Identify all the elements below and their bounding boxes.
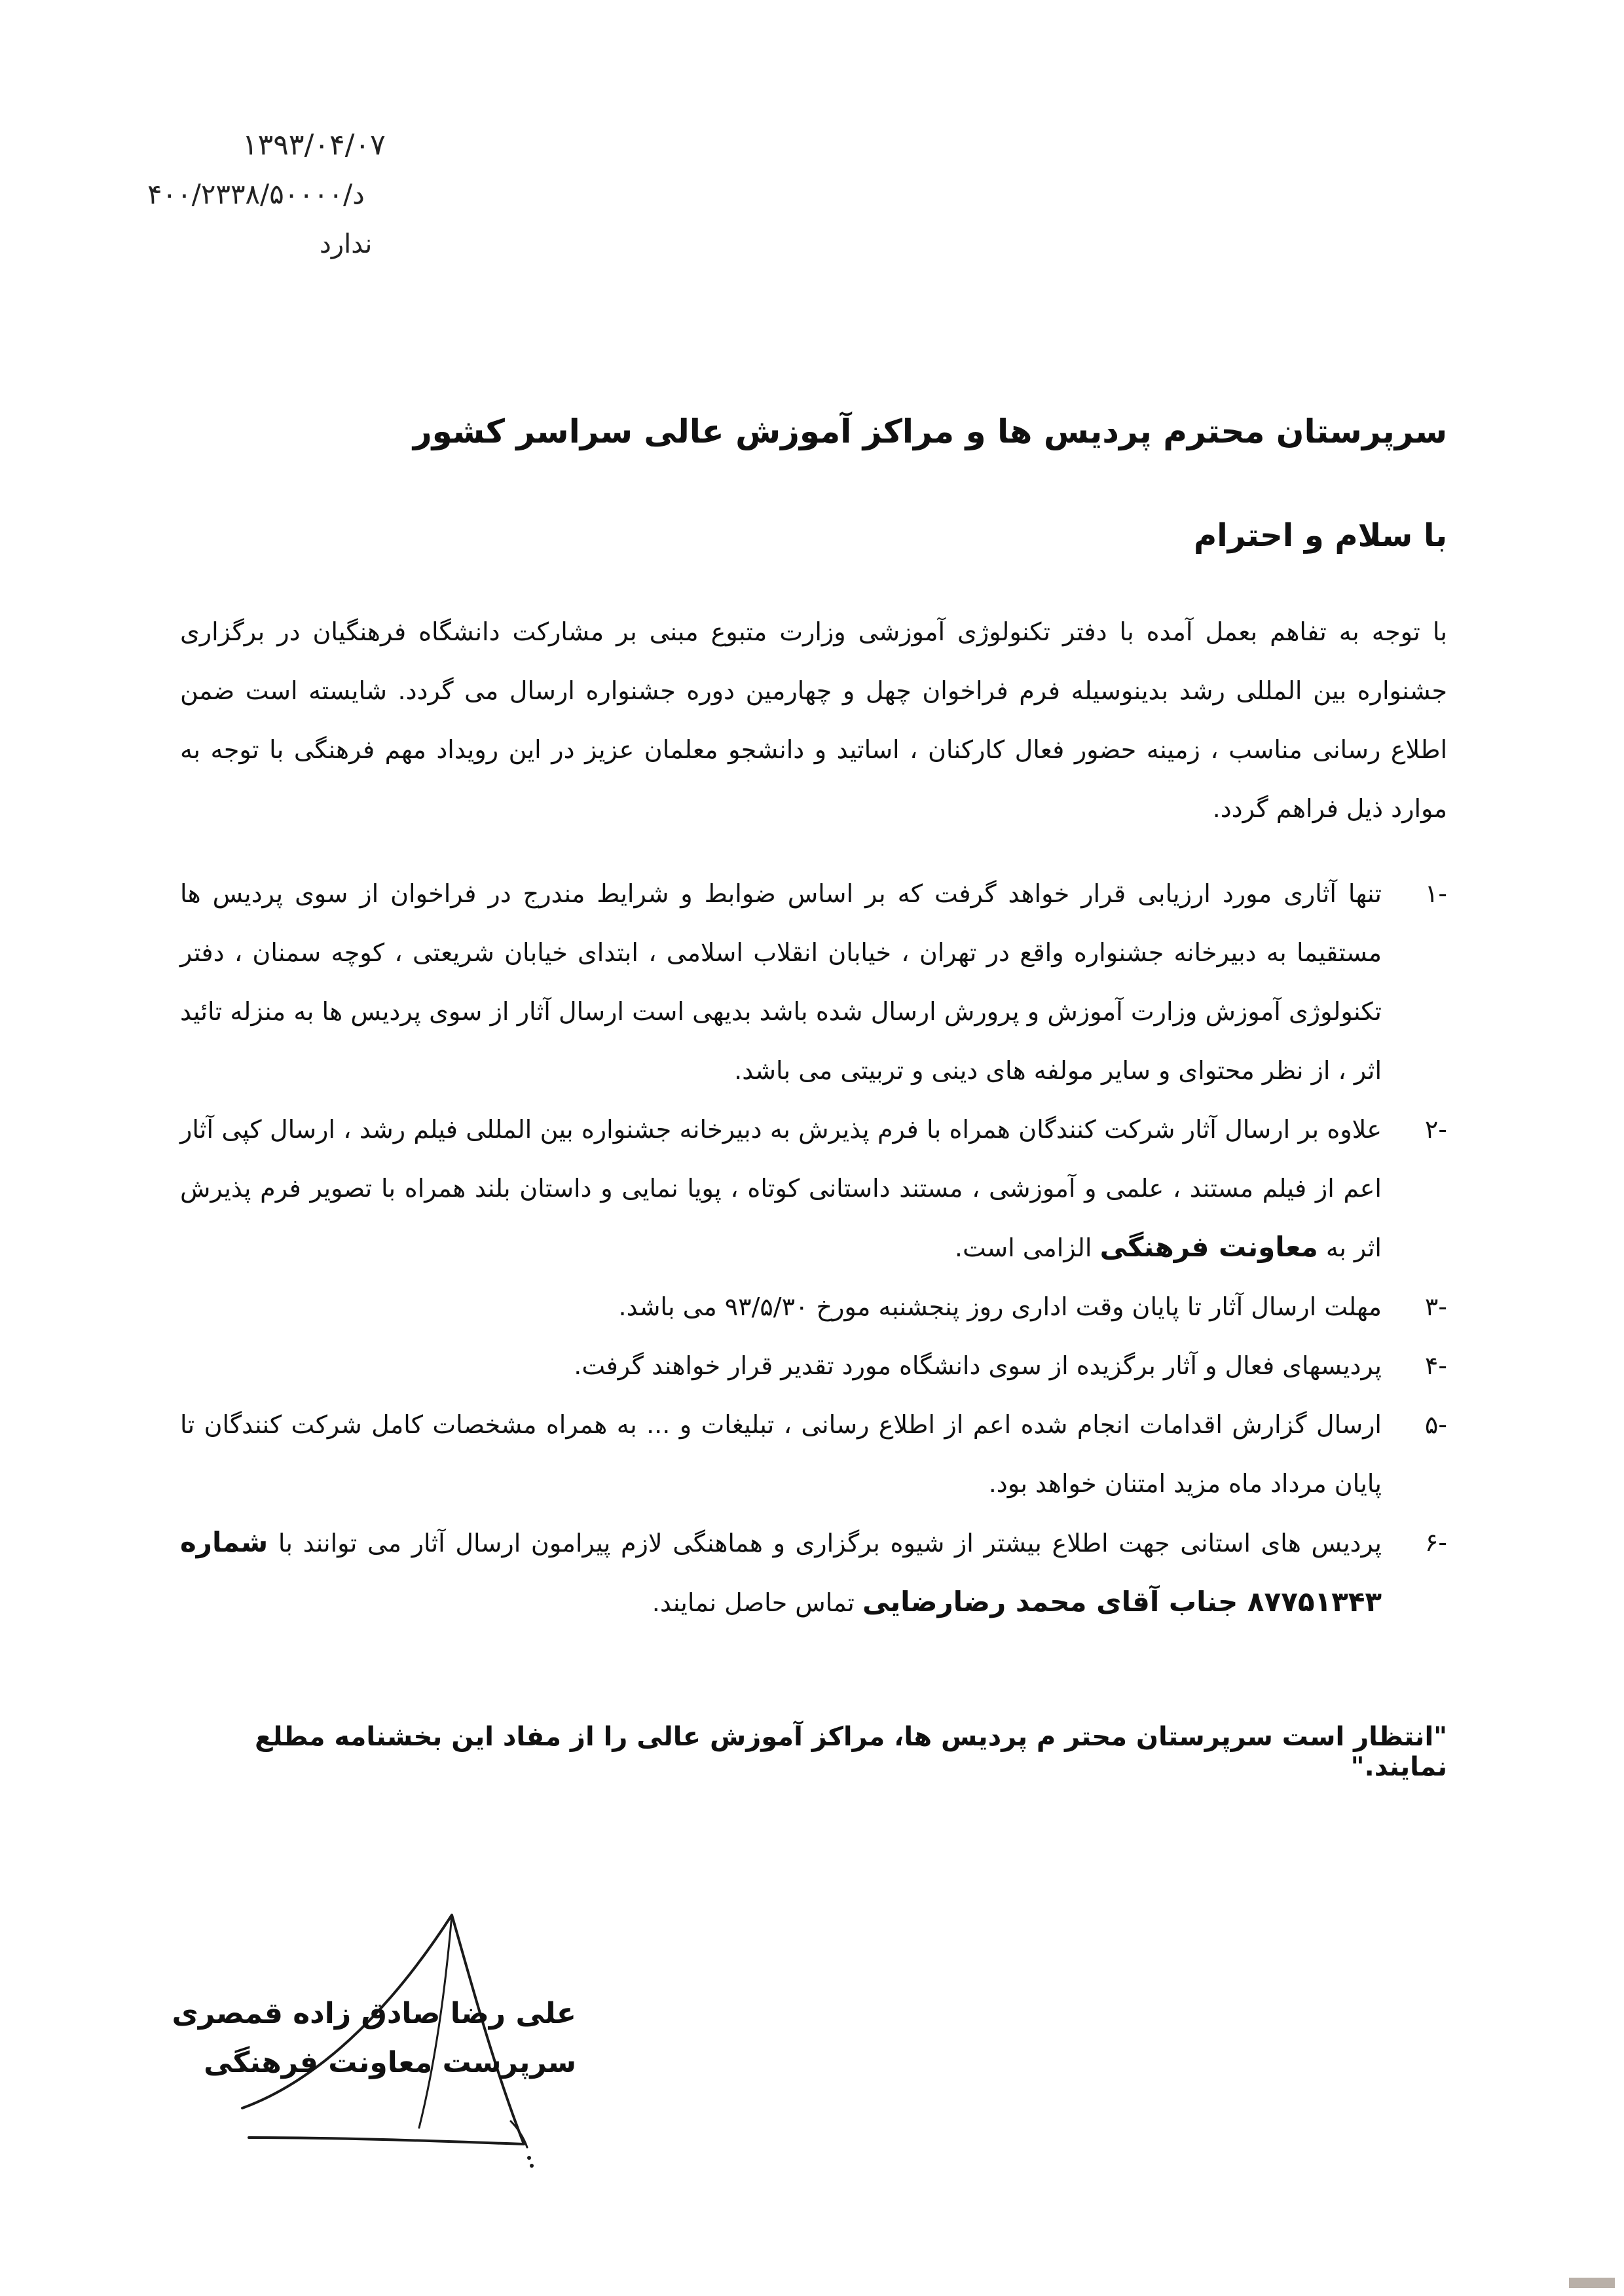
- item-text-end: الزامی است.: [954, 1233, 1100, 1262]
- item-emphasis: معاونت فرهنگی: [1099, 1231, 1318, 1263]
- item-number: -۶: [1424, 1528, 1447, 1557]
- letter-number: ۴۰۰/۲۳۳۸/۵۰۰۰۰/د: [147, 178, 365, 210]
- letter-attachment: ندارد: [320, 229, 373, 259]
- instruction-list: [180, 864, 1447, 1632]
- list-item: [180, 1336, 1447, 1395]
- list-item: [180, 1100, 1447, 1277]
- item-text: پردیس های استانی جهت اطلاع بیشتر از شیوه برگزاری و هماهنگی لازم پیرامون ارسال آثار می توانند با: [268, 1529, 1382, 1558]
- item-emphasis: شماره ۸۷۷۵۱۳۴۳ جناب آقای محمد رضارضایی: [180, 1526, 1382, 1618]
- letter-date: ۱۳۹۳/۰۴/۰۷: [242, 128, 386, 162]
- closing-note: "انتظار است سرپرستان محتر م پردیس ها، مراکز آموزش عالی را از مفاد این بخشنامه مطلع نمایند.": [255, 1722, 1447, 1782]
- recipient-heading: سرپرستان محترم پردیس ها و مراکز آموزش عالی سراسر کشور: [413, 412, 1447, 450]
- signer-title: سرپرست معاونت فرهنگی: [204, 2046, 576, 2079]
- item-number: -۳: [1424, 1292, 1447, 1321]
- item-text-wrap: [180, 1513, 1382, 1632]
- item-text: ارسال گزارش اقدامات انجام شده اعم از اطلاع رسانی ، تبلیغات و ... به همراه مشخصات کامل شرکت کنندگان تا پایان مرداد ماه مزید امتنان خواهد بود.: [180, 1410, 1382, 1498]
- item-text: تنها آثاری مورد ارزیابی قرار خواهد گرفت که بر اساس ضوابط و شرایط مندرج در فراخوان از سوی پردیس ها مستقیما به دبیرخانه جشنواره واقع در تهران ، خیابان انقلاب اسلامی ، ابتدای خیابان شریعتی ، کوچه سمنان ، دفتر تکنولوژی آموزش وزارت آموزش و پرورش ارسال شده باشد بدیهی است ارسال آثار از سوی پردیس ها به منزله تائید اثر ، از نظر محتوای و سایر مولفه های دینی و تربیتی می باشد.: [180, 879, 1382, 1085]
- item-text: مهلت ارسال آثار تا پایان وقت اداری روز پنجشنبه مورخ ۹۳/۵/۳۰ می باشد.: [618, 1292, 1382, 1321]
- item-text-end: تماس حاصل نمایند.: [652, 1588, 862, 1617]
- item-number: -۵: [1424, 1410, 1447, 1439]
- signer-name: علی رضا صادق زاده قمصری: [172, 1997, 576, 2030]
- item-text-wrap: [180, 1100, 1382, 1277]
- list-item: [180, 864, 1447, 1100]
- item-text: علاوه بر ارسال آثار شرکت کنندگان همراه با فرم پذیرش به دبیرخانه جشنواره بین المللی فیلم رشد ، ارسال کپی آثار اعم از فیلم مستند ، علمی و آموزشی ، مستند داستانی کوتاه ، پویا نمایی و داستان بلند همراه با تصویر فرم پذیرش اثر به: [180, 1115, 1382, 1262]
- list-item: [180, 1395, 1447, 1513]
- corner-watermark: [1569, 2278, 1615, 2288]
- list-item: [180, 1277, 1447, 1336]
- greeting: با سلام و احترام: [1194, 517, 1447, 554]
- item-number: -۲: [1424, 1115, 1447, 1144]
- list-item: [180, 1513, 1447, 1632]
- intro-paragraph: با توجه به تفاهم بعمل آمده با دفتر تکنولوژی آموزشی وزارت متبوع مبنی بر مشارکت دانشگاه فرهنگیان در برگزاری جشنواره بین المللی رشد بدینوسیله فرم فراخوان چهل و چهارمین دوره جشنواره ارسال می گردد. شایسته است ضمن اطلاع رسانی مناسب ، زمینه حضور فعال کارکنان ، اساتید و دانشجو معلمان عزیز در این رویداد مهم فرهنگی با توجه به موارد ذیل فراهم گردد.: [180, 617, 1447, 823]
- item-text: پردیسهای فعال و آثار برگزیده از سوی دانشگاه مورد تقدیر قرار خواهند گرفت.: [574, 1351, 1382, 1380]
- signature-block: [172, 1912, 576, 2187]
- item-number: -۴: [1424, 1351, 1447, 1380]
- item-number: -۱: [1424, 879, 1447, 908]
